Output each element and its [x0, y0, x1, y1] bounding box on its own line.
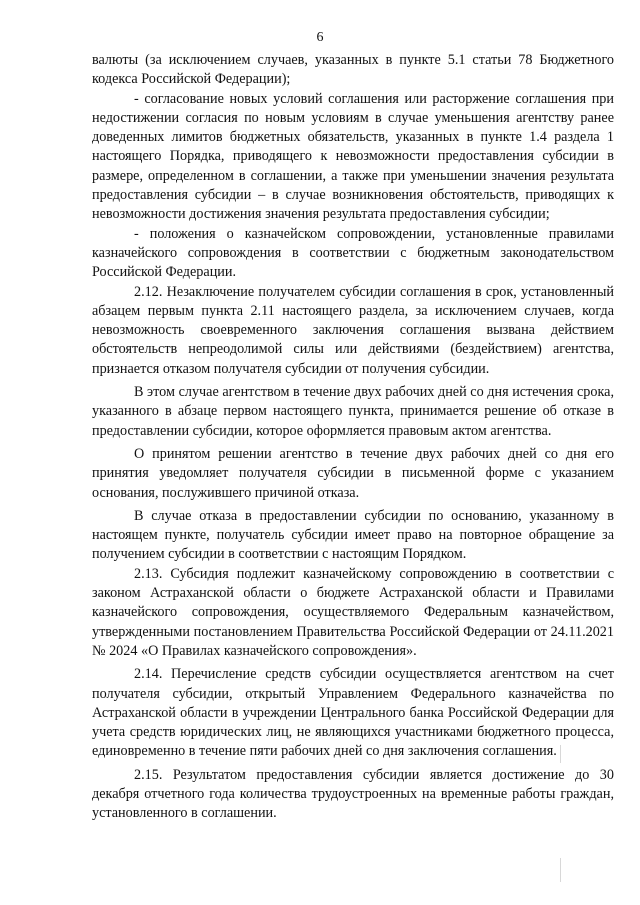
- document-body: [92, 51, 614, 824]
- paragraph-2-15: 2.15. Результатом предоставления субсидии является достижение до 30 декабря отчетного года количества трудоустроенных на временные работы граждан, установленного в соглашении.: [92, 766, 614, 822]
- paragraph-refusal-decision: В этом случае агентством в течение двух рабочих дней со дня истечения срока, указанного в абзаце первом настоящего пункта, принимается решение об отказе в предоставлении субсидии, которое оформляется правовым актом агентства.: [92, 384, 614, 439]
- paragraph-2-13: 2.13. Субсидия подлежит казначейскому сопровождению в соответствии с законом Астраханской области о бюджете Астраханской области и Правилами казначейского сопровождения, осуществляемого Федеральным казначейством, утвержденными постановлением Правительства Российской Федерации от 24.11.2021 № 2024 «О Правилах казначейского сопровождения».: [92, 565, 614, 659]
- paragraph-new-conditions: - согласование новых условий соглашения или расторжение соглашения при недостижении согласия по новым условиям в случае уменьшения агентству ранее доведенных лимитов бюджетных обязательств, указанных в пункте 1.4 раздела 1 настоящего Порядка, приводящего к невозможности предоставления субсидии в размере, определенном в соглашении, а также при уменьшении значения результата предоставления субсидии – в случае возникновения обстоятельств, приводящих к невозможности достижения значения результата предоставления субсидии;: [92, 90, 614, 223]
- paragraph-notification: О принятом решении агентство в течение двух рабочих дней со дня его принятия уведомляет получателя субсидии в письменной форме с указанием основания, послужившего причиной отказа.: [92, 445, 614, 501]
- paragraph-treasury-provisions: - положения о казначейском сопровождении, установленные правилами казначейского сопровождения в соответствии с бюджетным законодательством Российской Федерации.: [92, 225, 614, 281]
- paragraph-repeat-request: В случае отказа в предоставлении субсидии по основанию, указанному в настоящем пункте, получатель субсидии имеет право на повторное обращение за получением субсидии в соответствии с настоящим Порядком.: [92, 507, 614, 563]
- paragraph-2-14: 2.14. Перечисление средств субсидии осуществляется агентством на счет получателя субсидии, открытый Управлением Федерального казначейства по Астраханской области в учреждении Центрального банка Российской Федерации для учета средств юридических лиц, не являющихся участниками бюджетного процесса, единовременно в течение пяти рабочих дней со дня заключения соглашения.: [92, 666, 614, 760]
- scan-artifact-line: [560, 745, 561, 763]
- scan-artifact-line: [560, 858, 561, 882]
- page-number: 6: [316, 30, 324, 45]
- paragraph-currency-exclusion: валюты (за исключением случаев, указанных в пункте 5.1 статьи 78 Бюджетного кодекса Российской Федерации);: [92, 52, 614, 88]
- paragraph-2-12: 2.12. Незаключение получателем субсидии соглашения в срок, установленный абзацем первым пункта 2.11 настоящего раздела, за исключением случаев, когда невозможность своевременного заключения соглашения вызвана действием обстоятельств непреодолимой силы или действиями (бездействием) агентства, признается отказом получателя субсидии от получения субсидии.: [92, 283, 614, 377]
